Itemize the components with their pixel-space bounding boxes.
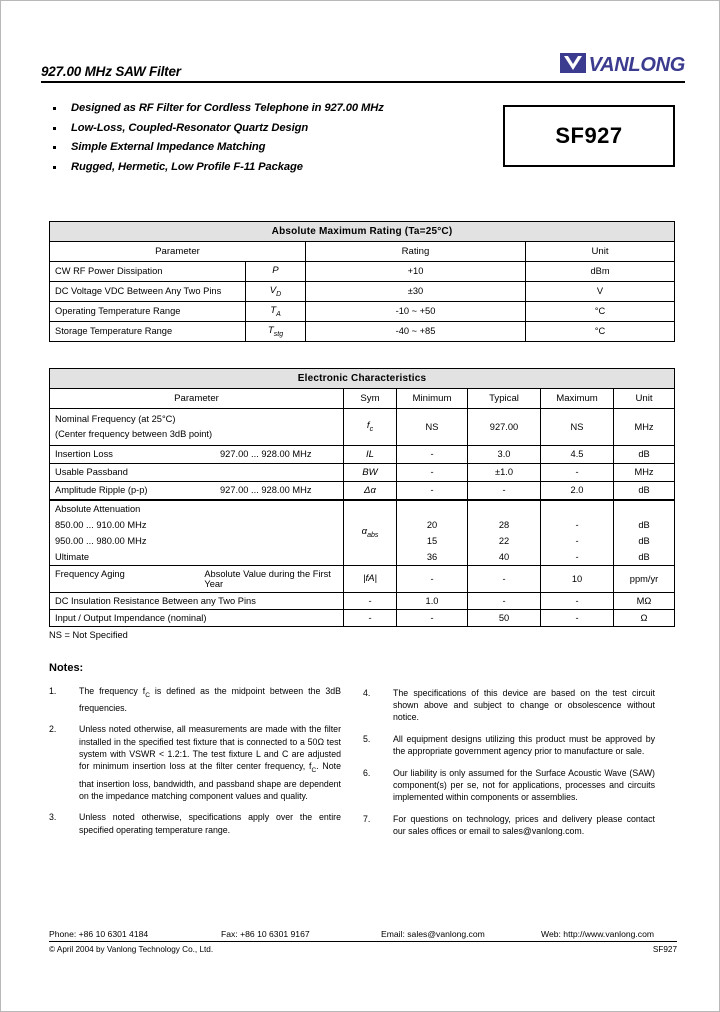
copyright-text: © April 2004 by Vanlong Technology Co., Ltd. [49, 945, 214, 954]
note-item [49, 723, 341, 802]
cell-symbol [246, 262, 306, 282]
note-number: 4. [363, 687, 371, 698]
cell-symbol [246, 321, 306, 341]
table-title-row [50, 222, 675, 242]
cell-typical: 50 [468, 609, 541, 626]
cell-unit: MHz [614, 408, 675, 445]
cell-typical: 927.00 [468, 408, 541, 445]
cell-typical: 40 [468, 549, 541, 566]
cell-typical: 3.0 [468, 445, 541, 463]
note-text: All equipment designs utilizing this product must be approved by the appropriate government agency prior to manufacture or sale. [393, 733, 655, 757]
footer-contact-line [49, 929, 677, 942]
not-specified-legend: NS = Not Specified [49, 629, 128, 640]
list-item: Simple External Impedance Matching [41, 138, 481, 158]
cell-symbol [344, 408, 397, 445]
cell-unit: dB [614, 481, 675, 500]
list-item: Low-Loss, Coupled-Resonator Quartz Design [41, 119, 481, 139]
column-header-unit: Unit [526, 242, 675, 262]
cell-symbol: Δα [344, 481, 397, 500]
cell-symbol: - [344, 592, 397, 609]
cell-parameter: DC Insulation Resistance Between any Two Pins [50, 592, 344, 609]
table-row [50, 281, 675, 301]
cell-maximum [541, 500, 614, 517]
column-header-parameter: Parameter [50, 388, 344, 408]
cell-typical: - [468, 592, 541, 609]
cell-maximum: 4.5 [541, 445, 614, 463]
note-item [363, 687, 655, 724]
note-number: 7. [363, 813, 371, 824]
symbol-subscript: abs [367, 532, 379, 540]
cell-maximum: - [541, 517, 614, 533]
table-row [50, 301, 675, 321]
cell-minimum: - [397, 445, 468, 463]
cell-parameter [50, 481, 344, 500]
page-title: 927.00 MHz SAW Filter [41, 64, 181, 79]
table-title: Absolute Maximum Rating (Ta=25°C) [50, 222, 675, 242]
cell-minimum [397, 500, 468, 517]
cell-parameter: Operating Temperature Range [50, 301, 246, 321]
column-header-rating: Rating [306, 242, 526, 262]
part-number: SF927 [555, 123, 623, 148]
note-text-part1: The frequency f [79, 685, 146, 696]
table-row [50, 463, 675, 481]
cell-maximum: 2.0 [541, 481, 614, 500]
table-row [50, 481, 675, 500]
table-title: Electronic Characteristics [50, 368, 675, 388]
note-text: The specifications of this device are based on the test circuit shown above and subject to change or obsolescence without notice. [393, 687, 655, 723]
part-number-box [503, 105, 675, 167]
note-number: 1. [49, 685, 57, 696]
note-text [79, 723, 341, 802]
parameter-range: 927.00 ... 928.00 MHz [220, 449, 312, 460]
cell-typical: 28 [468, 517, 541, 533]
symbol-text: f [366, 420, 370, 432]
cell-maximum: - [541, 549, 614, 566]
table-title-row [50, 368, 675, 388]
cell-symbol [344, 500, 397, 566]
cell-maximum: NS [541, 408, 614, 445]
note-number: 2. [49, 724, 57, 735]
cell-unit: MHz [614, 463, 675, 481]
note-text-part1: Unless noted otherwise, specifications apply over the entire specified operating temperature range. [79, 812, 341, 835]
cell-unit [614, 500, 675, 517]
symbol-text: T [267, 324, 274, 336]
cell-maximum: - [541, 463, 614, 481]
note-item [49, 685, 341, 715]
cell-minimum: 15 [397, 533, 468, 549]
cell-symbol [246, 301, 306, 321]
note-subscript: C [145, 691, 150, 699]
symbol-subscript: D [276, 290, 282, 298]
footer-web[interactable]: Web: http://www.vanlong.com [541, 929, 655, 939]
note-item [363, 733, 655, 758]
feature-list [41, 99, 481, 177]
symbol-subscript: A [276, 310, 281, 318]
cell-unit: °C [526, 321, 675, 341]
cell-unit: V [526, 281, 675, 301]
cell-maximum: 10 [541, 565, 614, 592]
symbol-text: V [269, 284, 277, 296]
cell-minimum: NS [397, 408, 468, 445]
note-item [363, 813, 655, 838]
cell-minimum: - [397, 463, 468, 481]
column-header-unit: Unit [614, 388, 675, 408]
parameter-range: 927.00 ... 928.00 MHz [220, 485, 312, 496]
cell-parameter: Usable Passband [50, 463, 344, 481]
note-text-part2: . Note that insertion loss, bandwidth, and passband shape are dependent on the impedance matching component values and quality. [79, 761, 341, 801]
cell-maximum: - [541, 609, 614, 626]
footer-phone: Phone: +86 10 6301 4184 [49, 929, 149, 939]
cell-symbol [246, 281, 306, 301]
footer-fax: Fax: +86 10 6301 9167 [221, 929, 310, 939]
features-section [41, 99, 685, 195]
cell-typical: 22 [468, 533, 541, 549]
parameter-line-2: (Center frequency between 3dB point) [55, 428, 213, 439]
vanlong-v-mark-icon [560, 53, 586, 78]
document-reference: SF927 [652, 945, 677, 954]
column-header-parameter: Parameter [50, 242, 306, 262]
cell-parameter: Ultimate [50, 549, 344, 566]
cell-maximum: - [541, 592, 614, 609]
cell-parameter: DC Voltage VDC Between Any Two Pins [50, 281, 246, 301]
column-header-minimum: Minimum [397, 388, 468, 408]
notes-column-right [363, 685, 655, 847]
cell-parameter: CW RF Power Dissipation [50, 262, 246, 282]
cell-parameter: 850.00 ... 910.00 MHz [50, 517, 344, 533]
symbol-text: T [270, 304, 277, 316]
list-item: Designed as RF Filter for Cordless Telephone in 927.00 MHz [41, 99, 481, 119]
cell-parameter: Storage Temperature Range [50, 321, 246, 341]
column-header-typical: Typical [468, 388, 541, 408]
cell-parameter [50, 408, 344, 445]
electronic-characteristics-table [49, 368, 675, 627]
parameter-range: Absolute Value during the First Year [204, 568, 331, 589]
note-text: Our liability is only assumed for the Surface Acoustic Wave (SAW) component(s) per se, not for applications, processes and circuits implemented within components or assemblies. [393, 767, 655, 803]
cell-unit: °C [526, 301, 675, 321]
parameter-label: Frequency Aging [55, 568, 125, 579]
cell-parameter: Input / Output Impendance (nominal) [50, 609, 344, 626]
table-row [50, 565, 675, 592]
note-text [79, 811, 341, 836]
cell-minimum: 20 [397, 517, 468, 533]
cell-unit: dB [614, 533, 675, 549]
notes-heading: Notes: [49, 661, 84, 674]
table-row [50, 262, 675, 282]
cell-minimum: - [397, 609, 468, 626]
cell-minimum: 1.0 [397, 592, 468, 609]
table-row [50, 445, 675, 463]
cell-minimum: - [397, 481, 468, 500]
cell-rating: +10 [306, 262, 526, 282]
page-footer [49, 929, 677, 954]
cell-unit: Ω [614, 609, 675, 626]
note-text: For questions on technology, prices and delivery please contact our sales offices or email to sales@vanlong.com. [393, 813, 655, 837]
note-subscript: C [311, 767, 317, 775]
notes-section [49, 685, 685, 847]
cell-unit: ppm/yr [614, 565, 675, 592]
note-item [49, 811, 341, 836]
cell-maximum: - [541, 533, 614, 549]
note-number: 3. [49, 812, 57, 823]
symbol-text: P [272, 265, 279, 276]
symbol-subscript: c [369, 426, 374, 434]
column-header-sym: Sym [344, 388, 397, 408]
cell-minimum: - [397, 565, 468, 592]
vanlong-wordmark: VANLONG [588, 54, 685, 76]
table-header-row [50, 242, 675, 262]
table-row [50, 609, 675, 626]
cell-rating: -10 ~ +50 [306, 301, 526, 321]
column-header-maximum: Maximum [541, 388, 614, 408]
note-number: 6. [363, 767, 371, 778]
cell-rating: ±30 [306, 281, 526, 301]
symbol-text: α [361, 526, 368, 538]
cell-symbol: IL [344, 445, 397, 463]
notes-column-left [49, 685, 341, 847]
cell-typical: ±1.0 [468, 463, 541, 481]
list-item: Rugged, Hermetic, Low Profile F-11 Package [41, 158, 481, 178]
parameter-label: Insertion Loss [55, 449, 113, 460]
cell-unit: dBm [526, 262, 675, 282]
cell-rating: -40 ~ +85 [306, 321, 526, 341]
parameter-line-1: Nominal Frequency (at 25°C) [55, 413, 176, 424]
footer-email[interactable]: Email: sales@vanlong.com [381, 929, 485, 939]
cell-typical [468, 500, 541, 517]
cell-unit: dB [614, 517, 675, 533]
cell-symbol: BW [344, 463, 397, 481]
cell-unit: MΩ [614, 592, 675, 609]
symbol-subscript: stg [273, 330, 284, 338]
cell-symbol: - [344, 609, 397, 626]
cell-minimum: 36 [397, 549, 468, 566]
note-text [79, 685, 341, 715]
footer-copyright-line [49, 942, 677, 954]
cell-typical: - [468, 565, 541, 592]
note-text-part1: Unless noted otherwise, all measurements are made with the filter installed in the specified test fixture that is connected to a 50Ω test system with VSWR < 1.2:1. The test fixture L and C are adjusted for minimum insertion loss at the filter center frequency, f [79, 724, 341, 772]
cell-unit: dB [614, 549, 675, 566]
cell-unit: dB [614, 445, 675, 463]
note-text-part2: is defined as the midpoint between the 3dB frequencies. [79, 685, 342, 713]
table-row [50, 592, 675, 609]
note-item [363, 767, 655, 804]
parameter-label: Amplitude Ripple (p-p) [55, 485, 148, 496]
table-row [50, 408, 675, 445]
absolute-maximum-rating-table [49, 221, 675, 342]
cell-parameter: Absolute Attenuation [50, 500, 344, 517]
table-header-row [50, 388, 675, 408]
cell-typical: - [468, 481, 541, 500]
vanlong-logo [560, 53, 685, 79]
table-row [50, 500, 675, 517]
note-number: 5. [363, 733, 371, 744]
cell-parameter [50, 565, 344, 592]
cell-parameter [50, 445, 344, 463]
table-row [50, 321, 675, 341]
page-header [41, 49, 685, 83]
cell-parameter: 950.00 ... 980.00 MHz [50, 533, 344, 549]
cell-symbol: |fA| [344, 565, 397, 592]
